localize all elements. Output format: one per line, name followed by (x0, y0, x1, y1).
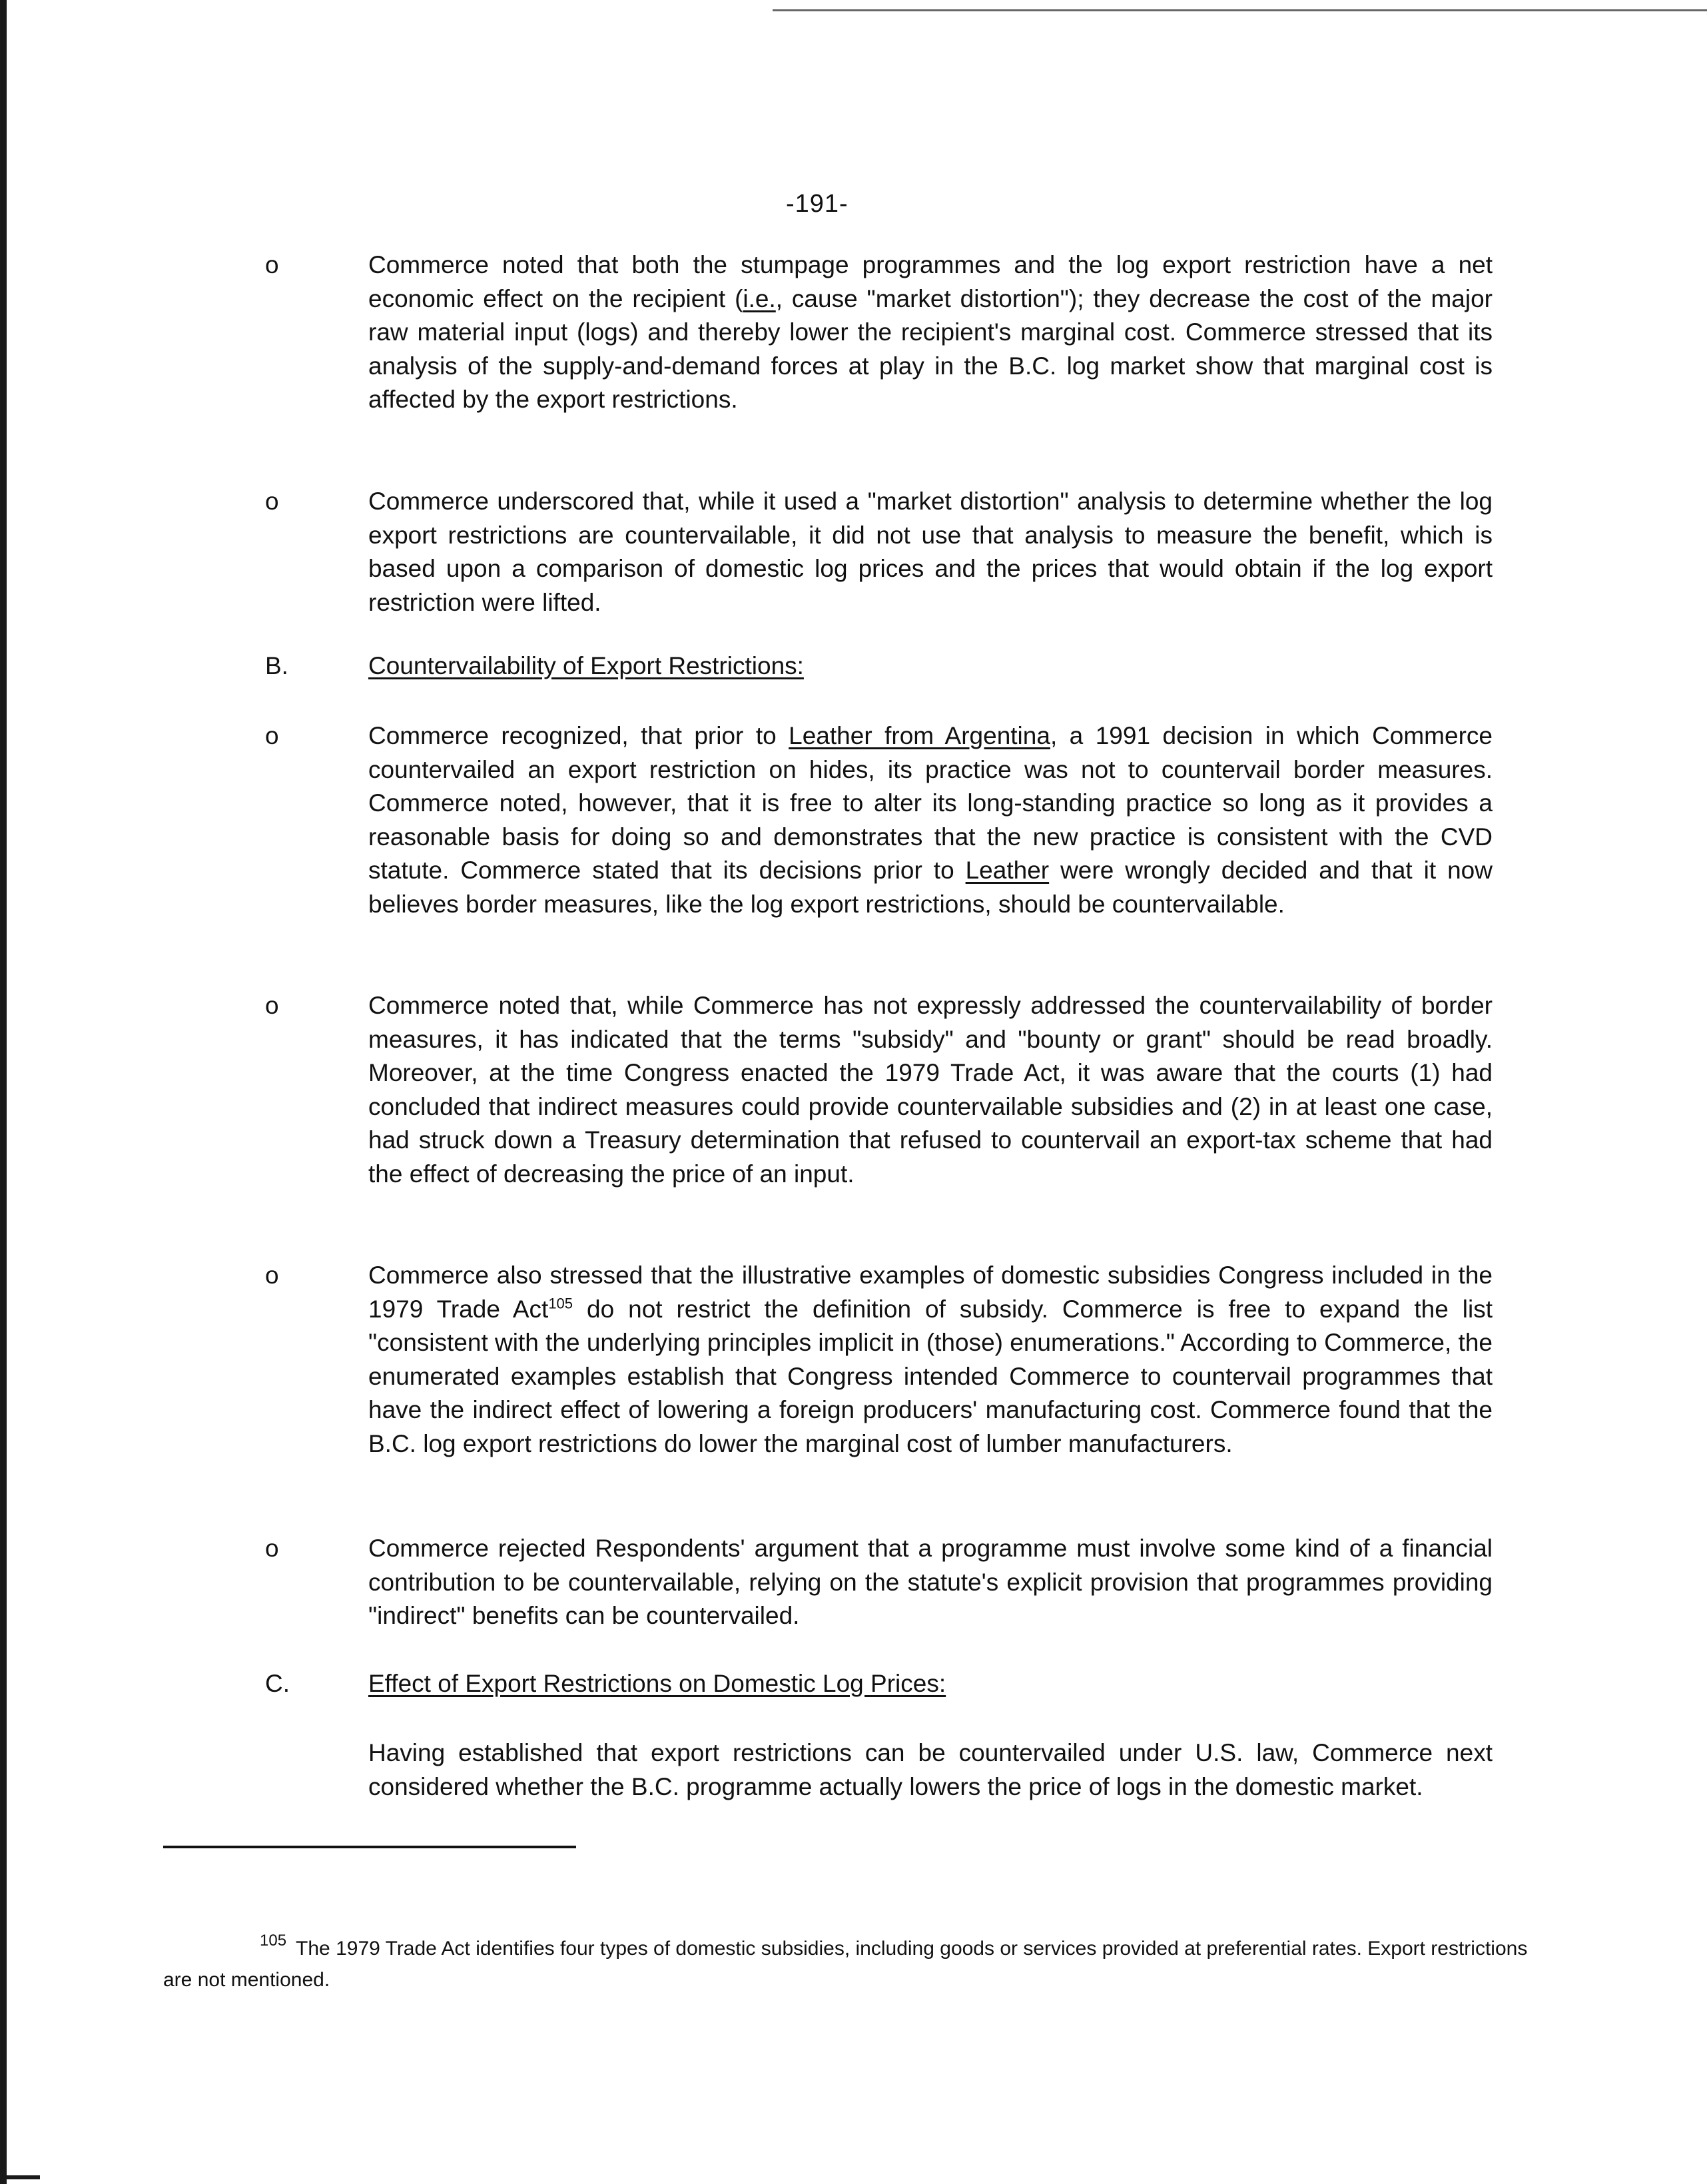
paragraph-border-measures: Commerce noted that, while Commerce has not expressly addressed the countervailability of border measures, it has indicated that the terms "subsidy" and "bounty or grant" should be read broadly. Moreover, at the time Congress enacted the 1979 Trade Act, it was aware that the courts (1) had concluded that indirect measures could provide countervailable subsidies and (2) in at least one case, had struck down a Treasury determination that refused to countervail an export-tax scheme that had the effect of decreasing the price of an input. (368, 992, 1493, 1188)
paragraph-domestic-prices: Having established that export restrictions can be countervailed under U.S. law, Commerce next considered whether the B.C. programme actually lowers the price of logs in the domestic market. (368, 1739, 1493, 1800)
bullet-marker: o (265, 488, 279, 515)
section-letter-c: C. (265, 1670, 290, 1697)
footnote (163, 1925, 1529, 1996)
underlined-ie: i.e. (743, 284, 776, 312)
case-name-leather: Leather (965, 857, 1050, 884)
scan-top-rule (773, 9, 1707, 11)
scan-left-edge (0, 0, 7, 2184)
bullet-marker: o (265, 722, 279, 749)
bullet-marker: o (265, 992, 279, 1019)
bullet-marker: o (265, 251, 279, 278)
paragraph-leather-argentina: Commerce recognized, that prior to Leather from Argentina, a 1991 decision in which Commerce countervailed an export restriction on hides, its practice was not to countervail border measures. Commerce noted, however, that it is free to alter its long-standing practice so long as it provides a reasonable basis for doing so and demonstrates that the new practice is consistent with the CVD statute. Commerce stated that its decisions prior to Leather were wrongly decided and that it now believes border measures, like the log export restrictions, should be countervailable. (368, 722, 1493, 918)
bullet-marker: o (265, 1262, 279, 1289)
paragraph-financial-contribution: Commerce rejected Respondents' argument that a programme must involve some kind of a financial contribution to be countervailable, relying on the statute's explicit provision that programmes providing "indirect" benefits can be countervailed. (368, 1535, 1493, 1629)
section-title-c: Effect of Export Restrictions on Domestic Log Prices: (368, 1670, 946, 1697)
section-title-b: Countervailability of Export Restrictions: (368, 652, 804, 679)
scan-bottom-tick (0, 2175, 40, 2179)
footnote-rule (163, 1846, 576, 1848)
case-name-leather-from-argentina: Leather from Argentina (789, 722, 1050, 749)
paragraph-illustrative-examples: Commerce also stressed that the illustrative examples of domestic subsidies Congress included in the 1979 Trade Act$^{105}$ do not restrict the definition of subsidy. Commerce is free to expand the list "consistent with the underlying principles implicit in (those) enumerations." According to Commerce, the enumerated examples establish that Congress intended Commerce to countervail programmes that have the indirect effect of lowering a foreign producers' manufacturing cost. Commerce found that the B.C. log export restrictions do lower the marginal cost of lumber manufacturers. (368, 1262, 1493, 1457)
paragraph-market-distortion: Commerce noted that both the stumpage programmes and the log export restriction have a net economic effect on the recipient (i.e., cause "market distortion"); they decrease the cost of the major raw material input (logs) and thereby lower the recipient's marginal cost. Commerce stressed that its analysis of the supply-and-demand forces at play in the B.C. log market show that marginal cost is affected by the export restrictions. (368, 251, 1493, 413)
bullet-marker: o (265, 1535, 279, 1562)
paragraph-benefit-measure: Commerce underscored that, while it used a "market distortion" analysis to determine whether the log export restrictions are countervailable, it did not use that analysis to measure the benefit, which is based upon a comparison of domestic log prices and the prices that would obtain if the log export restriction were lifted. (368, 488, 1493, 616)
section-letter-b: B. (265, 652, 288, 679)
footnote-number: 105 (260, 1932, 287, 1950)
footnote-text: The 1979 Trade Act identifies four types of domestic subsidies, including goods or services provided at preferential rates. Export restrictions are not mentioned. (163, 1938, 1528, 1991)
footnote-reference: 105 (548, 1295, 573, 1312)
page-number: -191- (786, 190, 849, 218)
